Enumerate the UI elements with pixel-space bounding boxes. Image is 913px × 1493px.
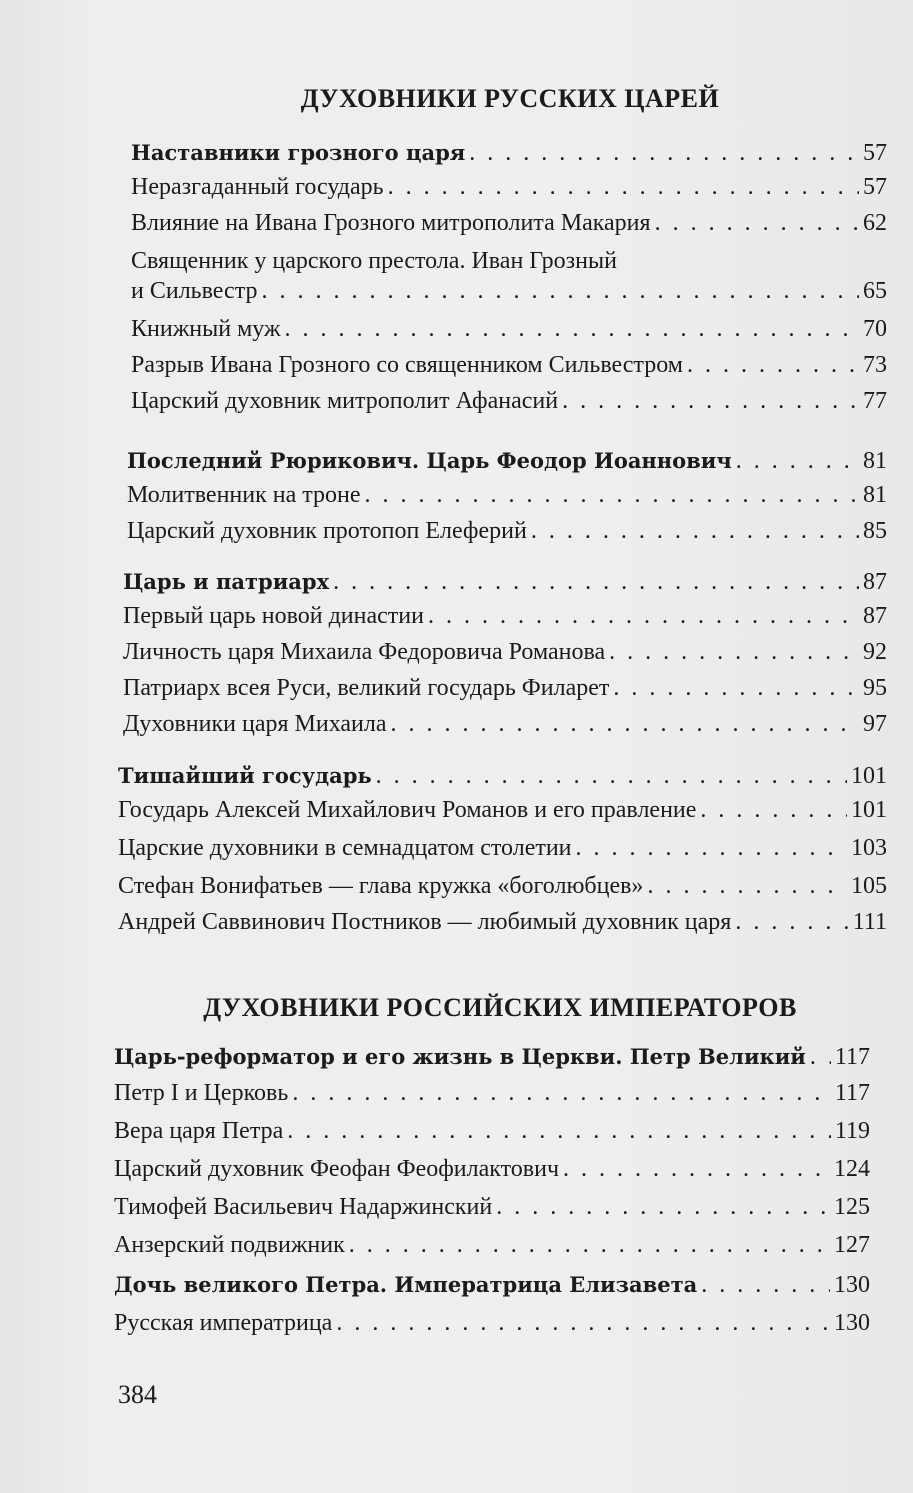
toc-page: 81 [863, 482, 887, 508]
toc-item[interactable] [123, 711, 887, 751]
toc-item-title: Андрей Саввинович Постников — любимый духовник царя [118, 909, 732, 935]
toc-item[interactable] [123, 639, 887, 675]
toc-page: 117 [834, 1080, 870, 1106]
toc-page: 101 [851, 763, 887, 789]
toc-item-title: Царский духовник протопоп Елеферий [127, 518, 527, 544]
toc-item[interactable] [114, 1232, 870, 1272]
toc-item-title: Книжный муж [131, 316, 281, 342]
toc-item-title: Разрыв Ивана Грозного со священником Сильвестром [131, 352, 683, 378]
toc-page: 130 [834, 1272, 870, 1298]
toc-item-first-line: Священник у царского престола. Иван Грозный [131, 248, 617, 274]
toc-page: 111 [852, 909, 887, 935]
leader-dots [376, 763, 847, 790]
toc-item[interactable] [127, 482, 887, 518]
toc-page: 97 [863, 711, 887, 737]
toc-item-title: Петр I и Церковь [114, 1080, 289, 1106]
toc-page: 127 [834, 1232, 870, 1258]
leader-dots [285, 316, 859, 343]
toc-item[interactable] [118, 835, 887, 873]
toc-page: 87 [863, 603, 887, 629]
toc-item-title: Государь Алексей Михайлович Романов и его правление [118, 797, 697, 823]
toc-item-title: Царские духовники в семнадцатом столетии [118, 835, 572, 861]
toc-item-title: Анзерский подвижник [114, 1232, 345, 1258]
toc-item[interactable] [118, 873, 887, 909]
toc-page: 77 [863, 388, 887, 414]
toc-item-title: Царский духовник Феофан Феофилактович [114, 1156, 560, 1182]
toc-item-title: Русская императрица [114, 1310, 333, 1336]
leader-dots [701, 1272, 830, 1299]
toc-page: 85 [863, 518, 887, 544]
toc-item[interactable] [131, 210, 887, 248]
leader-dots [647, 873, 847, 900]
toc-page: 62 [863, 210, 887, 236]
toc-block-3 [123, 569, 887, 751]
leader-dots [562, 388, 859, 415]
toc-page: 92 [863, 639, 887, 665]
toc-item-title: Неразгаданный государь [131, 174, 384, 200]
leader-dots [388, 174, 859, 201]
toc-item[interactable] [114, 1310, 870, 1346]
leader-dots [613, 675, 859, 702]
section-title: ДУХОВНИКИ РОССИЙСКИХ ИМПЕРАТОРОВ [203, 993, 797, 1022]
toc-heading[interactable] [131, 140, 887, 174]
toc-item[interactable] [114, 1118, 870, 1156]
toc-heading-title: Последний Рюрикович. Царь Феодор Иоаннович [127, 448, 732, 473]
toc-item-title: Влияние на Ивана Грозного митрополита Макария [131, 210, 651, 236]
toc-page: 124 [834, 1156, 870, 1182]
toc-heading[interactable] [123, 569, 887, 603]
leader-dots [563, 1156, 830, 1183]
page-number: 384 [118, 1380, 157, 1409]
toc-page: 119 [834, 1118, 870, 1144]
toc-page: 95 [863, 675, 887, 701]
toc-item-title: Стефан Вонифатьев — глава кружка «боголюбцев» [118, 873, 644, 899]
toc-page: 103 [851, 835, 887, 861]
leader-dots [810, 1044, 831, 1071]
leader-dots [349, 1232, 830, 1259]
toc-block-1 [131, 140, 887, 434]
toc-page: 130 [834, 1310, 870, 1336]
leader-dots [262, 278, 860, 305]
toc-page: 57 [863, 174, 887, 200]
toc-item[interactable] [114, 1156, 870, 1194]
leader-dots [531, 518, 859, 545]
leader-dots [496, 1194, 830, 1221]
toc-item[interactable] [131, 388, 887, 434]
toc-item-title: Патриарх всея Руси, великий государь Филарет [123, 675, 610, 701]
toc-page: 117 [834, 1044, 870, 1070]
toc-item[interactable] [114, 1080, 870, 1118]
toc-item[interactable] [118, 797, 887, 835]
toc-item-title: Царский духовник митрополит Афанасий [131, 388, 559, 414]
toc-page: 65 [863, 278, 887, 304]
leader-dots [469, 140, 859, 167]
toc-item[interactable] [118, 909, 887, 945]
leader-dots [365, 482, 859, 509]
toc-item[interactable] [131, 352, 887, 388]
toc-block-2 [127, 448, 887, 558]
toc-block-5 [114, 1044, 870, 1346]
toc-item[interactable] [131, 316, 887, 352]
toc-heading-title: Царь-реформатор и его жизнь в Церкви. Петр Великий [114, 1044, 806, 1069]
toc-heading-title: Царь и патриарх [123, 569, 330, 594]
toc-item-title: Духовники царя Михаила [123, 711, 387, 737]
toc-page: 81 [863, 448, 887, 474]
leader-dots [735, 909, 848, 936]
toc-item-title: и Сильвестр [131, 278, 258, 304]
toc-page: 73 [863, 352, 887, 378]
toc-item[interactable] [123, 603, 887, 639]
leader-dots [333, 569, 859, 596]
toc-item[interactable] [123, 675, 887, 711]
toc-page: 70 [863, 316, 887, 342]
toc-item[interactable] [131, 174, 887, 210]
toc-page: 87 [863, 569, 887, 595]
toc-heading[interactable] [118, 763, 887, 797]
leader-dots [428, 603, 859, 630]
toc-item[interactable] [131, 278, 887, 316]
toc-heading-title: Тишайший государь [118, 763, 372, 788]
leader-dots [687, 352, 859, 379]
leader-dots [700, 797, 847, 824]
toc-heading[interactable] [114, 1272, 870, 1310]
toc-page: 105 [851, 873, 887, 899]
toc-page: 101 [851, 797, 887, 823]
leader-dots [609, 639, 859, 666]
leader-dots [576, 835, 847, 862]
leader-dots [292, 1080, 831, 1107]
toc-item-title: Вера царя Петра [114, 1118, 284, 1144]
leader-dots [391, 711, 859, 738]
leader-dots [287, 1118, 831, 1145]
leader-dots [736, 448, 859, 475]
toc-heading-title: Наставники грозного царя [131, 140, 466, 165]
toc-page: 57 [863, 140, 887, 166]
toc-heading[interactable] [114, 1044, 870, 1080]
section-title: ДУХОВНИКИ РУССКИХ ЦАРЕЙ [300, 84, 720, 113]
toc-item-title: Личность царя Михаила Федоровича Романова [123, 639, 606, 665]
toc-block-4 [118, 763, 887, 945]
leader-dots [655, 210, 859, 237]
toc-item-title: Тимофей Васильевич Надаржинский [114, 1194, 493, 1220]
toc-heading-title: Дочь великого Петра. Императрица Елизавета [114, 1272, 698, 1297]
toc-heading[interactable] [127, 448, 887, 482]
toc-item-title: Молитвенник на троне [127, 482, 361, 508]
leader-dots [336, 1310, 830, 1337]
toc-page: 125 [834, 1194, 870, 1220]
toc-item-title: Первый царь новой династии [123, 603, 424, 629]
toc-item[interactable] [114, 1194, 870, 1232]
toc-item[interactable] [127, 518, 887, 558]
